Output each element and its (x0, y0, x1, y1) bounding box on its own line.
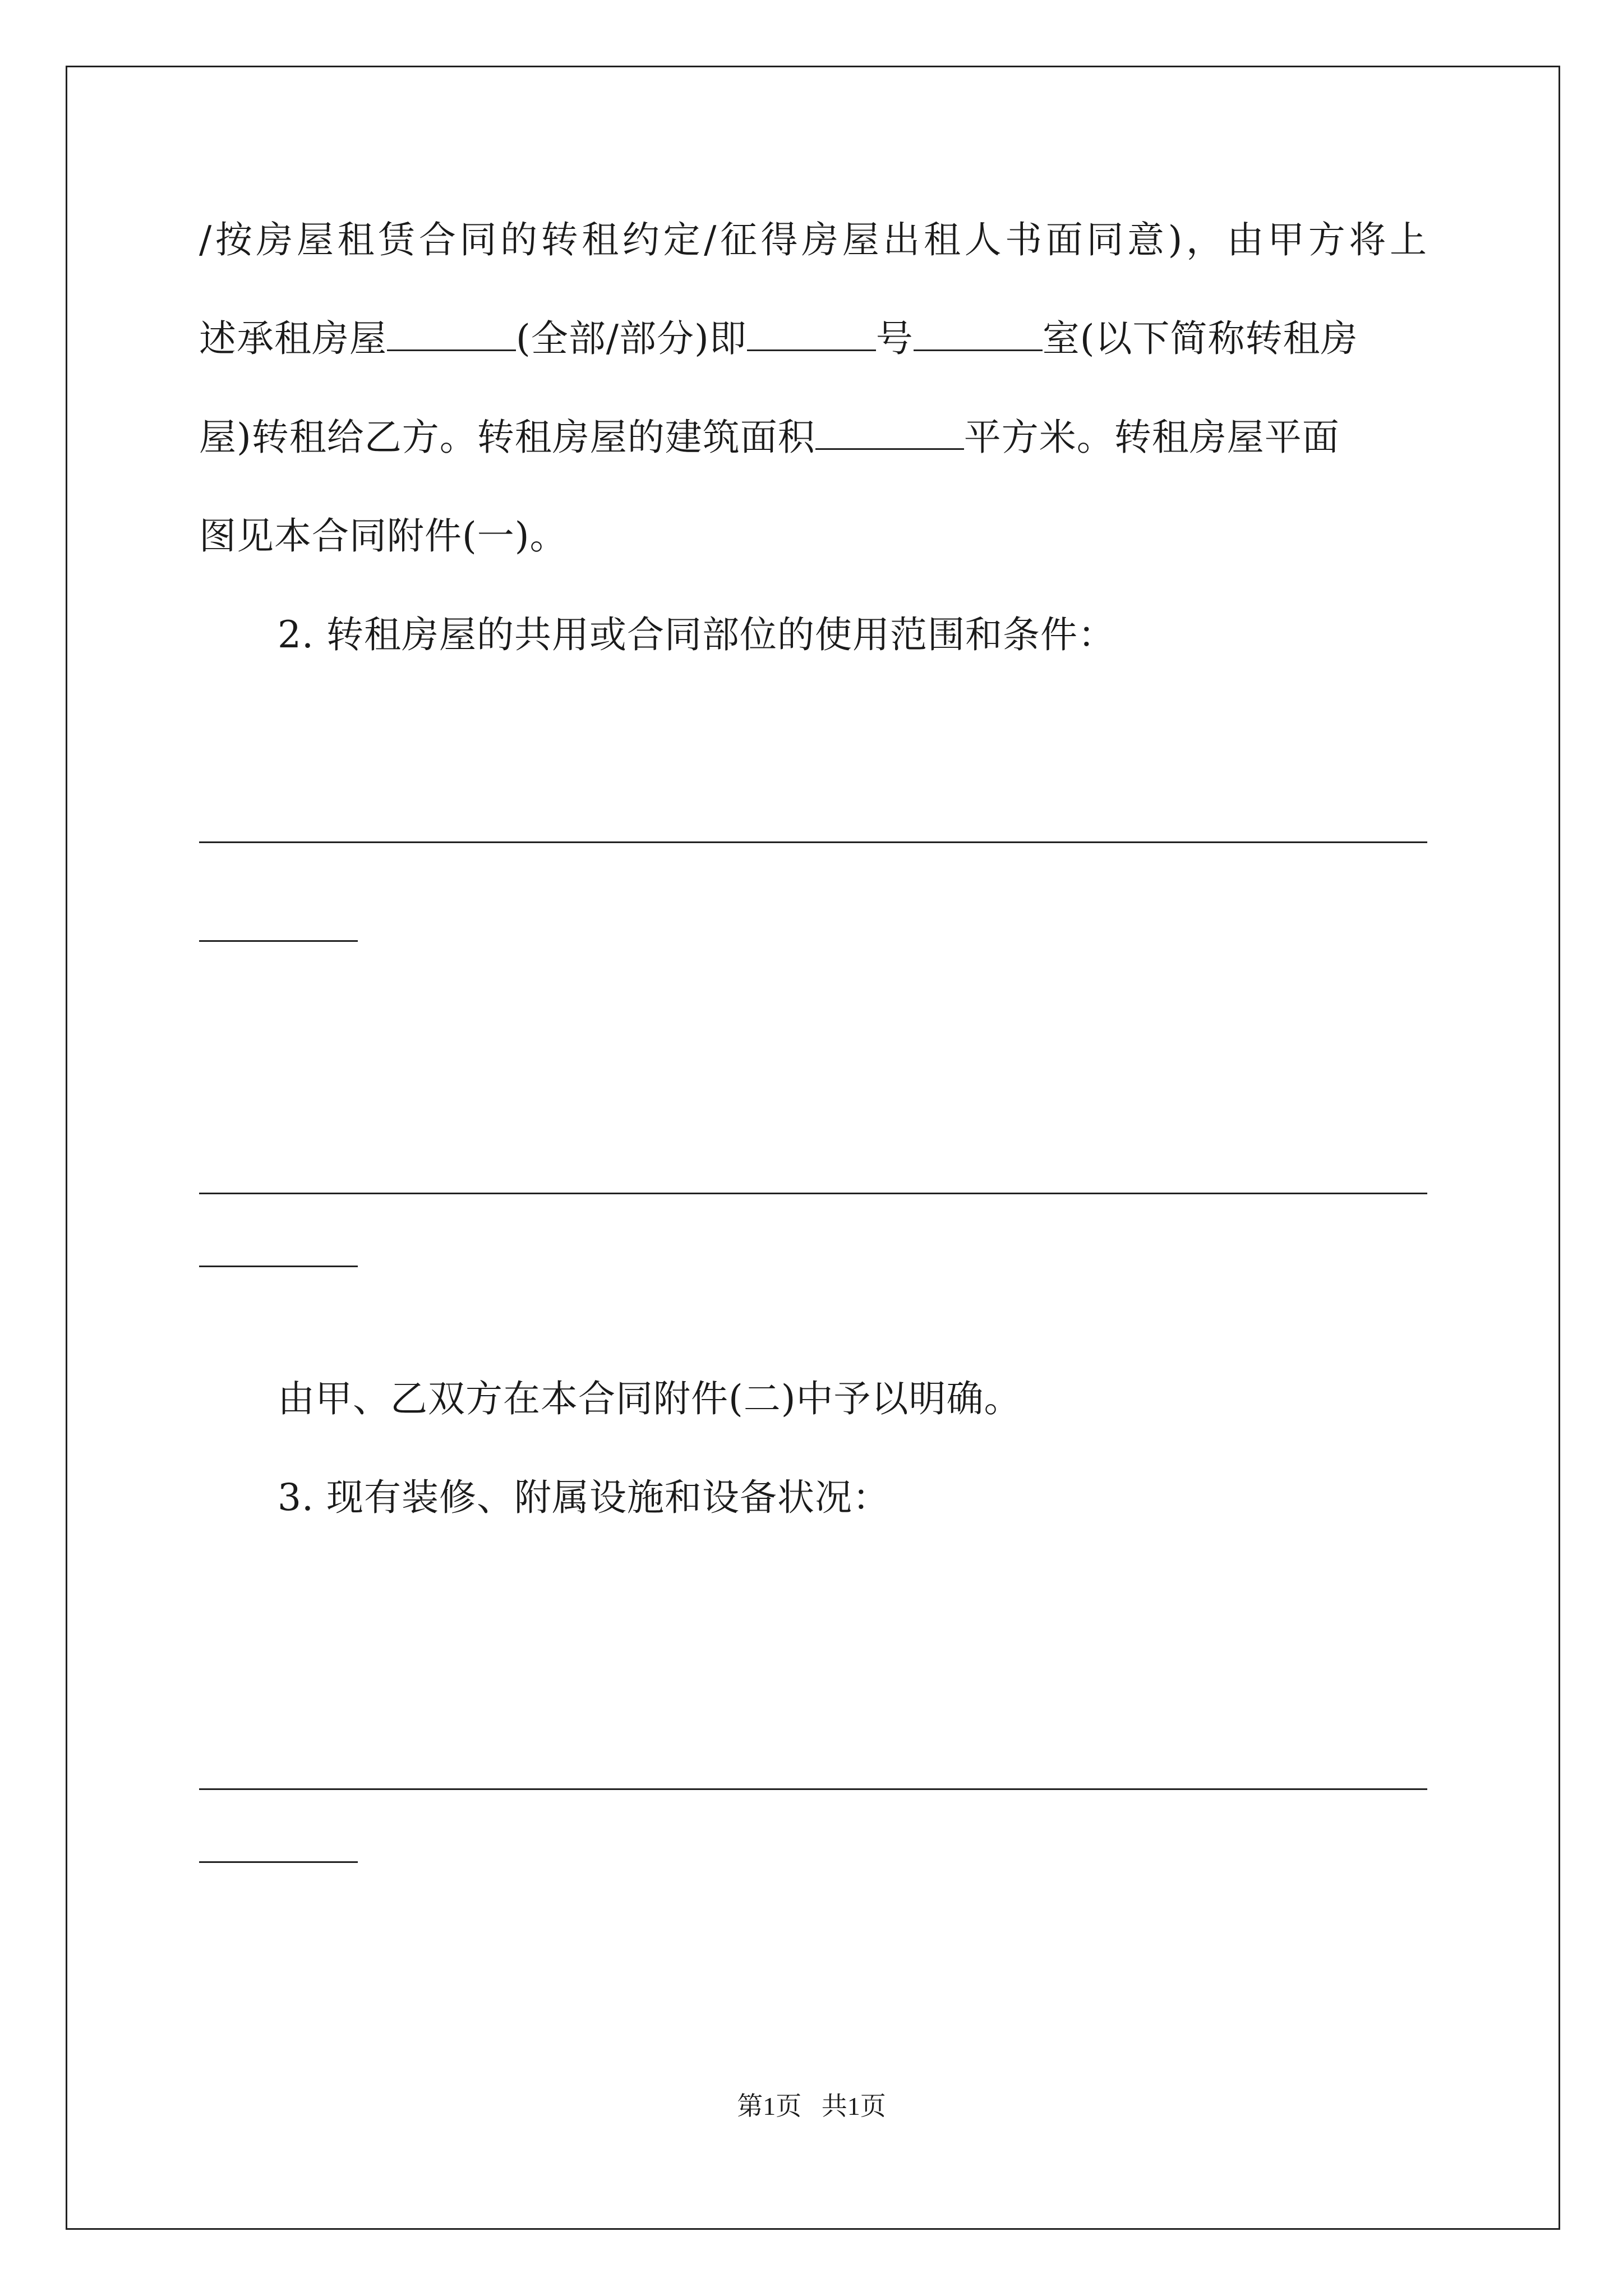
fill-in-blank[interactable] (914, 320, 1043, 351)
answer-lines-group (199, 684, 1427, 873)
answer-lines-group (199, 1198, 1427, 1282)
text-segment: 述承租房屋 (199, 317, 387, 360)
paragraph-line-1: /按房屋租赁合同的转租约定/征得房屋出租人书面同意)，由甲方将上 (199, 218, 1427, 261)
answer-line-short[interactable] (199, 1266, 358, 1267)
answer-line-short[interactable] (199, 940, 358, 942)
text-segment: 室(以下简称转租房 (1042, 317, 1358, 360)
answer-line-short[interactable] (199, 1861, 358, 1863)
text-segment: 屋)转租给乙方。转租房屋的建筑面积 (199, 416, 815, 459)
page-number: 第1页 (737, 2092, 802, 2120)
document-body (199, 191, 1427, 1878)
item-3-heading: 3. 现有装修、附属设施和设备状况： (278, 1476, 890, 1519)
answer-lines-group (199, 1794, 1427, 1878)
clarify-paragraph: 由甲、乙双方在本合同附件(二)中予以明确。 (278, 1377, 1022, 1420)
page-footer (0, 2086, 1623, 2123)
fill-in-blank[interactable] (387, 320, 516, 351)
answer-line-full[interactable] (199, 1193, 1427, 1194)
answer-lines-group (199, 957, 1427, 1198)
answer-lines-group (199, 1547, 1427, 1794)
answer-line-full[interactable] (199, 841, 1427, 843)
text-segment: 号 (875, 317, 914, 360)
paragraph-line-2 (199, 289, 1427, 388)
answer-lines-group (199, 873, 1427, 957)
text-segment: (全部/部分)即 (516, 317, 747, 360)
fill-in-blank[interactable] (815, 419, 964, 450)
item-2-heading: 2. 转租房屋的共用或合同部位的使用范围和条件： (278, 613, 1115, 656)
fill-in-blank[interactable] (747, 320, 876, 351)
page-total: 共1页 (821, 2092, 886, 2120)
paragraph-line-3 (199, 388, 1427, 487)
answer-line-full[interactable] (199, 1788, 1427, 1790)
text-segment: 平方米。转租房屋平面 (963, 416, 1340, 459)
paragraph-line-4: 图见本合同附件(一)。 (199, 514, 568, 558)
